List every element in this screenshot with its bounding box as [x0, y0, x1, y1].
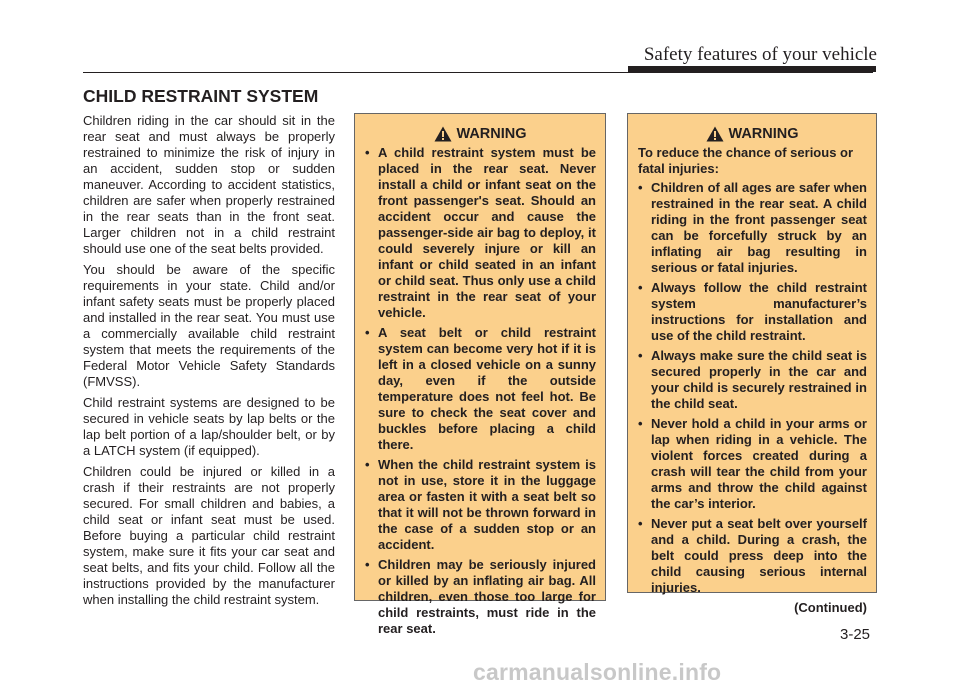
warning-item-text: Always make sure the child seat is secured properly in the car and your child is securely restrained in the child seat. — [651, 348, 867, 411]
warning-item — [638, 416, 867, 512]
body-text-column — [83, 113, 335, 613]
continued-note: (Continued) — [794, 600, 867, 615]
running-header: Safety features of your vehicle — [643, 44, 877, 65]
warning-item — [365, 457, 596, 553]
warning-item — [365, 145, 596, 321]
warning-item-text: Children may be seriously injured or killed by an inflating air bag. All children, even those too large for child restraints, must ride in the rear seat. — [378, 557, 596, 636]
body-paragraph: Children riding in the car should sit in the rear seat and must always be properly restrained to minimize the risk of injury in an accident, sudden stop or sudden maneuver. According to accident statistics, children are safer when properly restrained in the rear seats than in the front seat. Larger children not in a child restraint should use one of the seat belts provided. — [83, 113, 335, 256]
warning-triangle-icon — [706, 126, 724, 142]
warning-item — [638, 516, 867, 596]
body-paragraph: Child restraint systems are designed to be secured in vehicle seats by lap belts or the lap belt portion of a lap/shoulder belt, or by a LATCH system (if equipped). — [83, 395, 335, 458]
warning-intro: To reduce the chance of serious or fatal injuries: — [638, 145, 854, 176]
watermark: carmanualsonline.info — [473, 659, 722, 685]
warning-item-text: Never hold a child in your arms or lap when riding in a vehicle. The violent forces created during a crash will tear the child from your arms and throw the child against the car’s interior. — [651, 416, 867, 511]
section-title: CHILD RESTRAINT SYSTEM — [83, 86, 319, 106]
warning-label: WARNING — [728, 126, 799, 142]
warning-heading — [365, 126, 596, 142]
body-paragraph: You should be aware of the specific requirements in your state. Child and/or infant safety seats must be properly placed and installed in the rear seat. You must use a commercially available child restraint system that meets the requirements of the Federal Motor Vehicle Safety Standards (FMVSS). — [83, 262, 335, 389]
page-number: 3-25 — [840, 626, 871, 643]
body-paragraph: Children could be injured or killed in a crash if their restraints are not properly secured. For small children and babies, a child seat or infant seat must be used. Before buying a particular child restraint system, make sure it fits your car seat and seat belts, and fits your child. Follow all the instructions provided by the manufacturer when installing the child restraint system. — [83, 464, 335, 607]
warning-heading — [638, 126, 867, 142]
warning-item — [638, 280, 867, 344]
bullet: • — [638, 516, 643, 531]
warning-item-text: Always follow the child restraint system manufacturer’s instructions for installation and use of the child restraint. — [651, 280, 867, 343]
warning-item — [365, 325, 596, 453]
header-rule-accent — [628, 66, 876, 72]
warning-item-text: A child restraint system must be placed in the rear seat. Never install a child or infant seat on the front passenger's seat. Should an accident occur and cause the passenger-side air bag to deploy, it could severely injure or kill an infant or child seated in an infant or child seat. Thus only use a child restraint in the rear seat of your vehicle. — [378, 145, 596, 320]
warning-item — [638, 180, 867, 276]
bullet: • — [638, 416, 643, 431]
bullet: • — [365, 145, 370, 160]
warning-item-text: A seat belt or child restraint system can become very hot if it is left in a closed vehicle on a sunny day, even if the outside temperature does not feel hot. Be sure to check the seat cover and buckles before placing a child there. — [378, 325, 596, 452]
warning-item — [365, 557, 596, 637]
bullet: • — [638, 180, 643, 195]
bullet: • — [638, 348, 643, 363]
warning-item-text: Never put a seat belt over yourself and a child. During a crash, the belt could press deep into the child causing serious internal injuries. — [651, 516, 867, 595]
warning-box-1 — [354, 113, 606, 636]
warning-item-text: Children of all ages are safer when restrained in the rear seat. A child riding in the front passenger seat can be forcefully struck by an inflating air bag resulting in serious or fatal injuries. — [651, 180, 867, 275]
header-rule — [83, 72, 873, 73]
bullet: • — [638, 280, 643, 295]
warning-label: WARNING — [456, 126, 527, 142]
bullet: • — [365, 457, 370, 472]
bullet: • — [365, 557, 370, 572]
warning-triangle-icon — [434, 126, 452, 142]
warning-box-2 — [627, 113, 877, 615]
warning-item — [638, 348, 867, 412]
warning-item-text: When the child restraint system is not in use, store it in the luggage area or fasten it with a seat belt so that it will not be thrown forward in the case of a sudden stop or an accident. — [378, 457, 596, 552]
bullet: • — [365, 325, 370, 340]
